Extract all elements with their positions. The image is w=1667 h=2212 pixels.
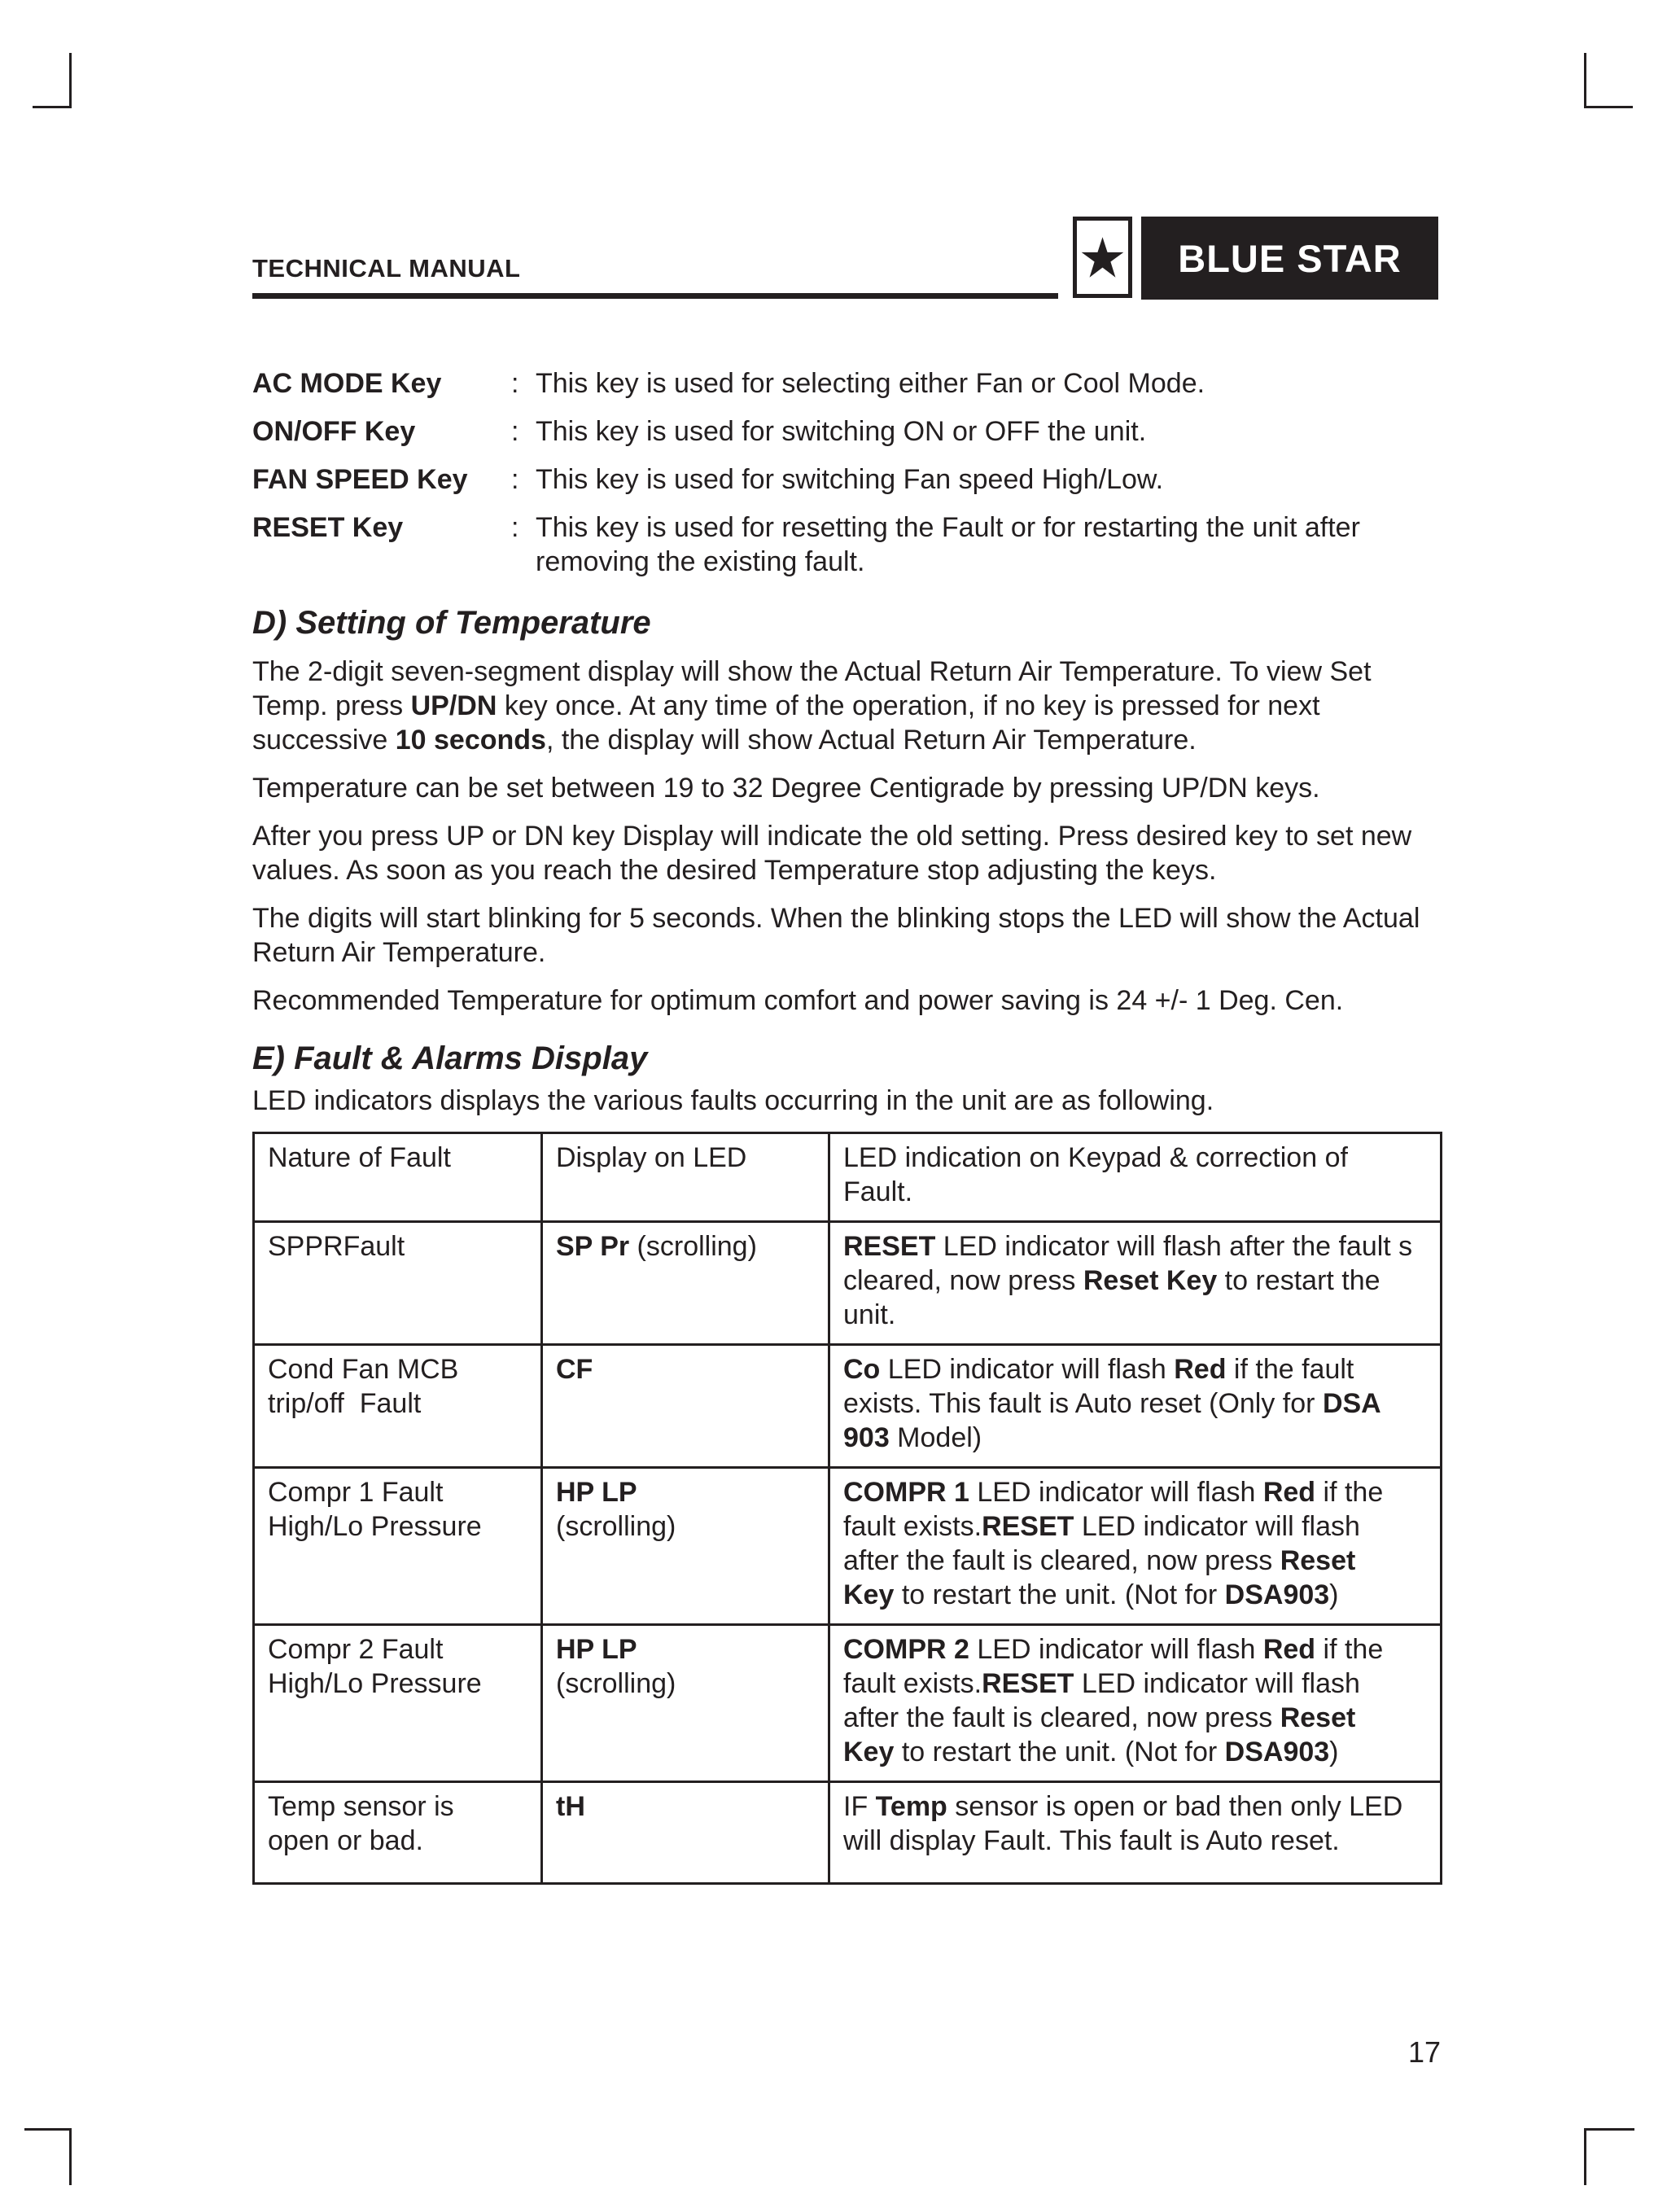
table-row — [254, 1222, 1442, 1345]
crop-mark — [24, 2128, 69, 2131]
table-header-row — [254, 1133, 1442, 1222]
text: if the fault exists. This fault is Auto reset (Only for — [843, 1354, 1354, 1419]
key-name: FAN SPEED Key — [252, 464, 468, 495]
section-faults — [252, 1038, 1441, 1132]
paragraph: The digits will start blinking for 5 seconds. When the blinking stops the LED will show the Actual Return Air Temperature. — [252, 903, 1420, 968]
paragraph — [252, 655, 1441, 757]
indication-cell — [829, 1782, 1442, 1884]
crop-mark — [69, 53, 72, 106]
section-heading: E) Fault & Alarms Display — [252, 1040, 648, 1076]
text: ) — [1329, 1579, 1339, 1610]
bold-text: Red — [1262, 1634, 1316, 1665]
key-colon: : — [511, 368, 519, 399]
paragraph: Recommended Temperature for optimum comfort and power saving is 24 +/- 1 Deg. Cen. — [252, 985, 1344, 1016]
crop-mark — [1584, 106, 1633, 108]
text: key once. At any time of the operation, if no key is pressed for next successive — [252, 690, 1320, 756]
key-colon: : — [511, 464, 519, 495]
table-row — [254, 1625, 1442, 1782]
bold-text: RESET — [982, 1511, 1074, 1542]
key-row — [252, 414, 1441, 449]
bold-text: DSA903 — [1224, 1579, 1330, 1610]
bold-text: RESET — [982, 1668, 1074, 1699]
bold-text: 10 seconds — [395, 725, 546, 756]
bold-text: Temp — [875, 1791, 947, 1822]
display-cell — [542, 1468, 829, 1625]
column-header: Display on LED — [542, 1133, 829, 1222]
fault-cell — [254, 1345, 542, 1468]
bold-text: HP LP — [556, 1477, 637, 1508]
bold-text: Red — [1262, 1477, 1316, 1508]
bold-text: HP LP — [556, 1634, 637, 1665]
bold-text: RESET — [843, 1231, 936, 1262]
bold-text: SP Pr — [556, 1231, 630, 1262]
table-row — [254, 1345, 1442, 1468]
section-temperature — [252, 602, 1441, 1032]
bold-text: UP/DN — [410, 690, 497, 721]
brand-logo: BLUE STAR — [1141, 217, 1438, 300]
text: SPPRFault — [268, 1231, 405, 1262]
text: (scrolling) — [629, 1231, 757, 1262]
text: LED indicator will flash after the fault is cleared, now press — [843, 1668, 1360, 1733]
bold-text: Reset Key — [843, 1702, 1356, 1767]
text: , the display will show Actual Return Air Temperature. — [545, 725, 1197, 756]
paragraph: Temperature can be set between 19 to 32 Degree Centigrade by pressing UP/DN keys. — [252, 773, 1320, 804]
bold-text: DSA 903 — [843, 1388, 1380, 1453]
key-row — [252, 366, 1441, 401]
text: ) — [1329, 1737, 1339, 1767]
text: High/Lo Pressure — [268, 1668, 482, 1699]
star-icon — [1073, 217, 1132, 298]
text: Temp sensor is — [268, 1791, 454, 1822]
text: (scrolling) — [556, 1511, 676, 1542]
text: open or bad. — [268, 1825, 423, 1856]
key-colon: : — [511, 416, 519, 447]
display-cell — [542, 1345, 829, 1468]
crop-mark — [1584, 53, 1586, 106]
display-cell — [542, 1782, 829, 1884]
text: if the fault exists. — [843, 1477, 1384, 1542]
key-description: This key is used for switching ON or OFF the unit. — [536, 416, 1147, 447]
key-description: This key is used for switching Fan speed High/Low. — [536, 464, 1164, 495]
table-row — [254, 1782, 1442, 1884]
bold-text: Reset Key — [843, 1545, 1356, 1610]
text: trip/off Fault — [268, 1388, 422, 1419]
column-header: LED indication on Keypad & correction of Fault. — [829, 1133, 1442, 1222]
display-cell — [542, 1625, 829, 1782]
text: LED indicator will flash — [880, 1354, 1175, 1385]
text: to restart the unit. (Not for — [894, 1579, 1225, 1610]
crop-mark — [69, 2128, 72, 2185]
text: High/Lo Pressure — [268, 1511, 482, 1542]
crop-mark — [33, 106, 72, 108]
text: Cond Fan MCB — [268, 1354, 459, 1385]
text: IF — [843, 1791, 876, 1822]
fault-table — [252, 1132, 1442, 1885]
header-rule — [252, 293, 1058, 299]
key-colon: : — [511, 512, 519, 543]
display-cell — [542, 1222, 829, 1345]
text: sensor is open or bad then only LED will display Fault. This fault is Auto reset. — [843, 1791, 1403, 1856]
bold-text: Reset Key — [1083, 1265, 1218, 1296]
text: LED indicator will flash — [969, 1477, 1263, 1508]
key-description: This key is used for selecting either Fan or Cool Mode. — [536, 368, 1205, 399]
text: (scrolling) — [556, 1668, 676, 1699]
key-name: ON/OFF Key — [252, 416, 416, 447]
page-number: 17 — [1407, 2035, 1441, 2069]
indication-cell — [829, 1625, 1442, 1782]
text: The 2-digit seven-segment display will show the Actual Return Air Temperature. To view Set Temp. press — [252, 656, 1372, 721]
crop-mark — [1584, 2128, 1586, 2185]
bold-text: CF — [556, 1354, 593, 1385]
text: LED indicator will flash — [969, 1634, 1263, 1665]
indication-cell — [829, 1222, 1442, 1345]
text: LED indicator will flash after the fault s cleared, now press — [843, 1231, 1413, 1296]
fault-cell — [254, 1222, 542, 1345]
table-row — [254, 1468, 1442, 1625]
indication-cell — [829, 1345, 1442, 1468]
key-name: RESET Key — [252, 512, 404, 543]
text: Compr 2 Fault — [268, 1634, 444, 1665]
key-row — [252, 462, 1441, 497]
text: LED indicator will flash after the fault is cleared, now press — [843, 1511, 1360, 1576]
key-description: This key is used for resetting the Fault or for restarting the unit after removing the existing fault. — [536, 512, 1360, 577]
paragraph: After you press UP or DN key Display will indicate the old setting. Press desired key to set new values. As soon as you reach the desired Temperature stop adjusting the keys. — [252, 821, 1412, 886]
column-header: Nature of Fault — [254, 1133, 542, 1222]
text: Model) — [889, 1422, 982, 1453]
bold-text: Red — [1174, 1354, 1227, 1385]
text: Compr 1 Fault — [268, 1477, 444, 1508]
text: to restart the unit. (Not for — [894, 1737, 1225, 1767]
key-name: AC MODE Key — [252, 368, 442, 399]
fault-cell — [254, 1468, 542, 1625]
paragraph: LED indicators displays the various faults occurring in the unit are as following. — [252, 1085, 1214, 1116]
bold-text: DSA903 — [1224, 1737, 1330, 1767]
bold-text: tH — [556, 1791, 585, 1822]
crop-mark — [1584, 2128, 1634, 2131]
header-title: TECHNICAL MANUAL — [252, 254, 521, 283]
fault-cell — [254, 1625, 542, 1782]
text: if the fault exists. — [843, 1634, 1384, 1699]
bold-text: COMPR 2 — [843, 1634, 969, 1665]
text: to restart the unit. — [843, 1265, 1380, 1330]
fault-cell — [254, 1782, 542, 1884]
section-heading: D) Setting of Temperature — [252, 605, 651, 641]
bold-text: Co — [843, 1354, 881, 1385]
bold-text: COMPR 1 — [843, 1477, 969, 1508]
indication-cell — [829, 1468, 1442, 1625]
key-list — [252, 366, 1441, 593]
key-row — [252, 510, 1441, 579]
